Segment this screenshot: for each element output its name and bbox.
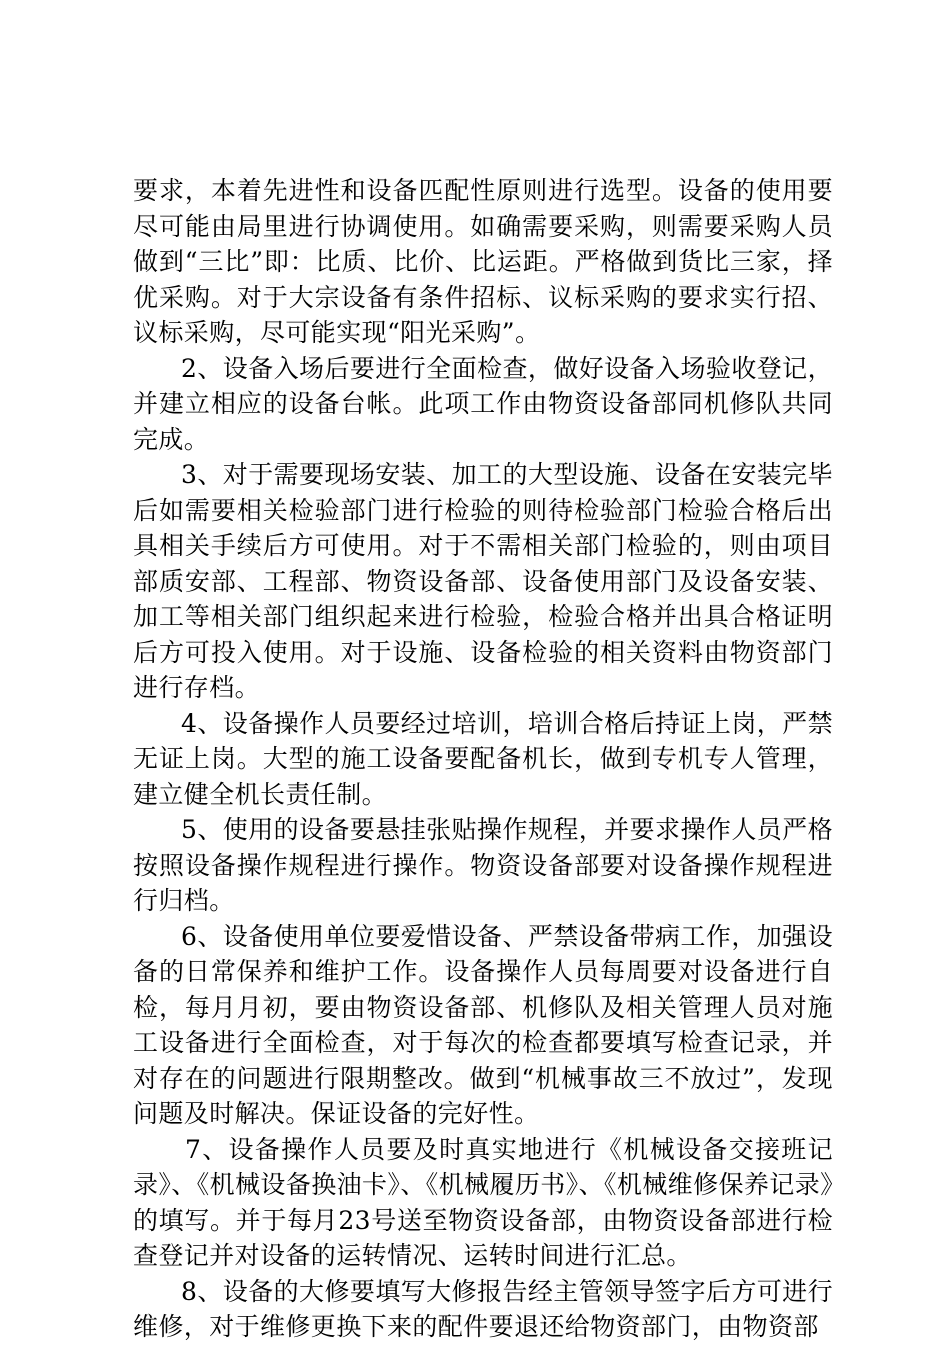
paragraph-item-5: 5、使用的设备要悬挂张贴操作规程，并要求操作人员严格按照设备操作规程进行操作。物资设备部要对设备操作规程进行归档。 — [133, 815, 833, 915]
document-body — [133, 173, 833, 1345]
paragraph-item-6: 6、设备使用单位要爱惜设备、严禁设备带病工作，加强设备的日常保养和维护工作。设备操作人员每周要对设备进行自检，每月月初，要由物资设备部、机修队及相关管理人员对施工设备进行全面检查，对于每次的检查都要填写检查记录，并对存在的问题进行限期整改。做到“机械事故三不放过”，发现问题及时解决。保证设备的完好性。 — [133, 921, 833, 1128]
paragraph-item-7: 7、设备操作人员要及时真实地进行《机械设备交接班记录》、《机械设备换油卡》、《机械履历书》、《机械维修保养记录》的填写。并于每月23号送至物资设备部，由物资设备部进行检查登记并对设备的运转情况、运转时间进行汇总。 — [133, 1134, 833, 1270]
paragraph-item-8: 8、设备的大修要填写大修报告经主管领导签字后方可进行维修，对于维修更换下来的配件要退还给物资部门，由物资部 — [133, 1276, 833, 1341]
paragraph-item-2: 2、设备入场后要进行全面检查，做好设备入场验收登记，并建立相应的设备台帐。此项工作由物资设备部同机修队共同完成。 — [133, 353, 833, 454]
paragraph-item-3: 3、对于需要现场安装、加工的大型设施、设备在安装完毕后如需要相关检验部门进行检验的则待检验部门检验合格后出具相关手续后方可使用。对于不需相关部门检验的，则由项目部质安部、工程部、物资设备部、设备使用部门及设备安装、加工等相关部门组织起来进行检验，检验合格并出具合格证明后方可投入使用。对于设施、设备检验的相关资料由物资部门进行存档。 — [133, 460, 833, 702]
paragraph-continued: 要求，本着先进性和设备匹配性原则进行选型。设备的使用要尽可能由局里进行协调使用。如确需要采购，则需要采购人员做到“三比”即：比质、比价、比运距。严格做到货比三家，择优采购。对于大宗设备有条件招标、议标采购的要求实行招、议标采购，尽可能实现“阳光采购”。 — [133, 176, 833, 347]
paragraph-item-4: 4、设备操作人员要经过培训，培训合格后持证上岗，严禁无证上岗。大型的施工设备要配备机长，做到专机专人管理，建立健全机长责任制。 — [133, 708, 833, 809]
